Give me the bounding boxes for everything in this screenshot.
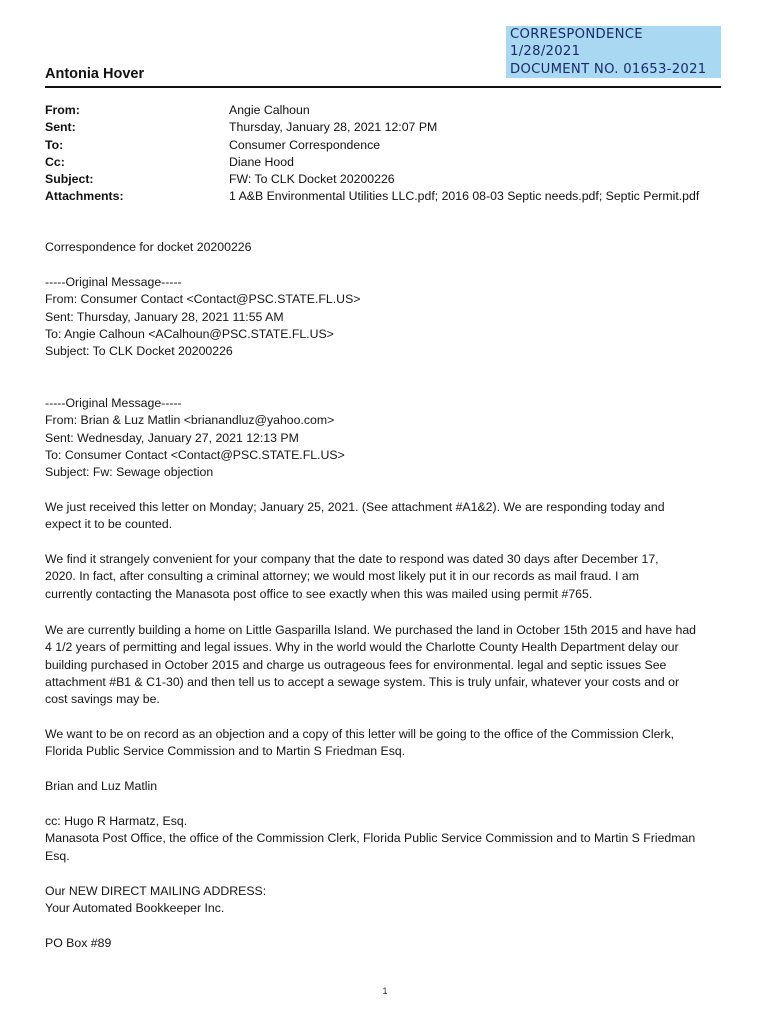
stamp-document-number: DOCUMENT NO. 01653-2021 (510, 61, 707, 77)
paragraph-3 (45, 622, 725, 708)
paragraph-line: expect it to be counted. (45, 517, 173, 532)
po-box-text: PO Box #89 (45, 936, 112, 950)
paragraph-line: We are currently building a home on Little Gasparilla Island. We purchased the land in October 15th 2015 and have had (45, 623, 697, 637)
from-label: From: (45, 103, 80, 117)
header-row-attachments (45, 188, 735, 205)
paragraph-4 (45, 726, 725, 761)
subject-label: Subject: (45, 172, 94, 187)
original-message-sent: Sent: Wednesday, January 27, 2021 12:13 PM (45, 430, 299, 445)
signature-name: Brian and Luz Matlin (45, 779, 158, 793)
mailing-address-heading: Our NEW DIRECT MAILING ADDRESS: (45, 884, 267, 898)
cc-line: cc: Hugo R Harmatz, Esq. (45, 814, 188, 828)
header-row-sent (45, 119, 735, 136)
paragraph-line: building purchased in October 2015 and charge us outrageous fees for environmental. legal and septic issues See (45, 657, 667, 672)
paragraph-line: We find it strangely convenient for your company that the date to respond was dated 30 days after December 17, (45, 552, 659, 566)
mailing-address (45, 883, 725, 918)
sent-label: Sent: (45, 120, 76, 135)
mailbox-owner-name: Antonia Hover (45, 66, 145, 82)
stamp-title: CORRESPONDENCE (510, 27, 643, 42)
paragraph-2 (45, 551, 725, 603)
attachments-value: 1 A&B Environmental Utilities LLC.pdf; 2016 08-03 Septic needs.pdf; Septic Permit.pdf (229, 189, 700, 204)
to-value: Consumer Correspondence (229, 137, 381, 152)
original-message-from: From: Brian & Luz Matlin <brianandluz@yahoo.com> (45, 413, 335, 428)
paragraph-line: We want to be on record as an objection and a copy of this letter will be going to the office of the Commission Clerk, (45, 727, 675, 741)
original-message-marker: -----Original Message----- (45, 396, 182, 410)
original-message-subject: Subject: To CLK Docket 20200226 (45, 344, 233, 359)
po-box (45, 935, 725, 952)
stamp-date: 1/28/2021 (510, 44, 581, 60)
from-value: Angie Calhoun (229, 103, 310, 117)
cc-block (45, 813, 725, 865)
intro-line (45, 239, 725, 256)
original-message-from: From: Consumer Contact <Contact@PSC.STATE.FL.US> (45, 292, 361, 307)
cc-label: Cc: (45, 154, 65, 169)
header-row-to (45, 137, 735, 154)
paragraph-line: attachment #B1 & C1-30) and then tell us to accept a sewage system. This is truly unfair, whatever your costs and or (45, 674, 680, 689)
cc-value: Diane Hood (229, 154, 294, 169)
header-row-from (45, 102, 735, 119)
original-message-to: To: Consumer Contact <Contact@PSC.STATE.FL.US> (45, 447, 345, 462)
original-message-marker: -----Original Message----- (45, 275, 182, 289)
original-message-2 (45, 395, 725, 481)
attachments-label: Attachments: (45, 189, 124, 204)
paragraph-line: cost savings may be. (45, 692, 160, 707)
original-message-subject: Subject: Fw: Sewage objection (45, 465, 214, 480)
to-label: To: (45, 137, 64, 152)
cc-line: Esq. (45, 848, 70, 863)
original-message-sent: Sent: Thursday, January 28, 2021 11:55 AM (45, 309, 284, 324)
subject-value: FW: To CLK Docket 20200226 (229, 172, 395, 187)
email-header (45, 102, 735, 206)
header-divider (45, 86, 721, 88)
paragraph-line: 2020. In fact, after consulting a criminal attorney; we would most likely put it in our records as mail fraud. I am (45, 569, 639, 584)
header-row-cc (45, 154, 735, 171)
original-message-to: To: Angie Calhoun <ACalhoun@PSC.STATE.FL.US> (45, 326, 334, 341)
intro-text: Correspondence for docket 20200226 (45, 240, 252, 254)
sent-value: Thursday, January 28, 2021 12:07 PM (229, 120, 438, 135)
correspondence-stamp (506, 26, 721, 78)
signature (45, 778, 725, 795)
cc-line: Manasota Post Office, the office of the Commission Clerk, Florida Public Service Commission and to Martin S Friedman (45, 831, 696, 846)
paragraph-line: 4 1/2 years of permitting and legal issues. Why in the world would the Charlotte County Health Department delay our (45, 640, 679, 655)
paragraph-line: We just received this letter on Monday; January 25, 2021. (See attachment #A1&2). We are responding today and (45, 500, 665, 514)
paragraph-1 (45, 499, 725, 534)
original-message-1 (45, 274, 725, 360)
mailing-address-company: Your Automated Bookkeeper Inc. (45, 901, 225, 916)
paragraph-line: currently contacting the Manasota post office to see exactly when this was mailed using permit #765. (45, 586, 593, 601)
page-number: 1 (382, 986, 388, 996)
paragraph-line: Florida Public Service Commission and to Martin S Friedman Esq. (45, 744, 406, 759)
header-row-subject (45, 171, 735, 188)
